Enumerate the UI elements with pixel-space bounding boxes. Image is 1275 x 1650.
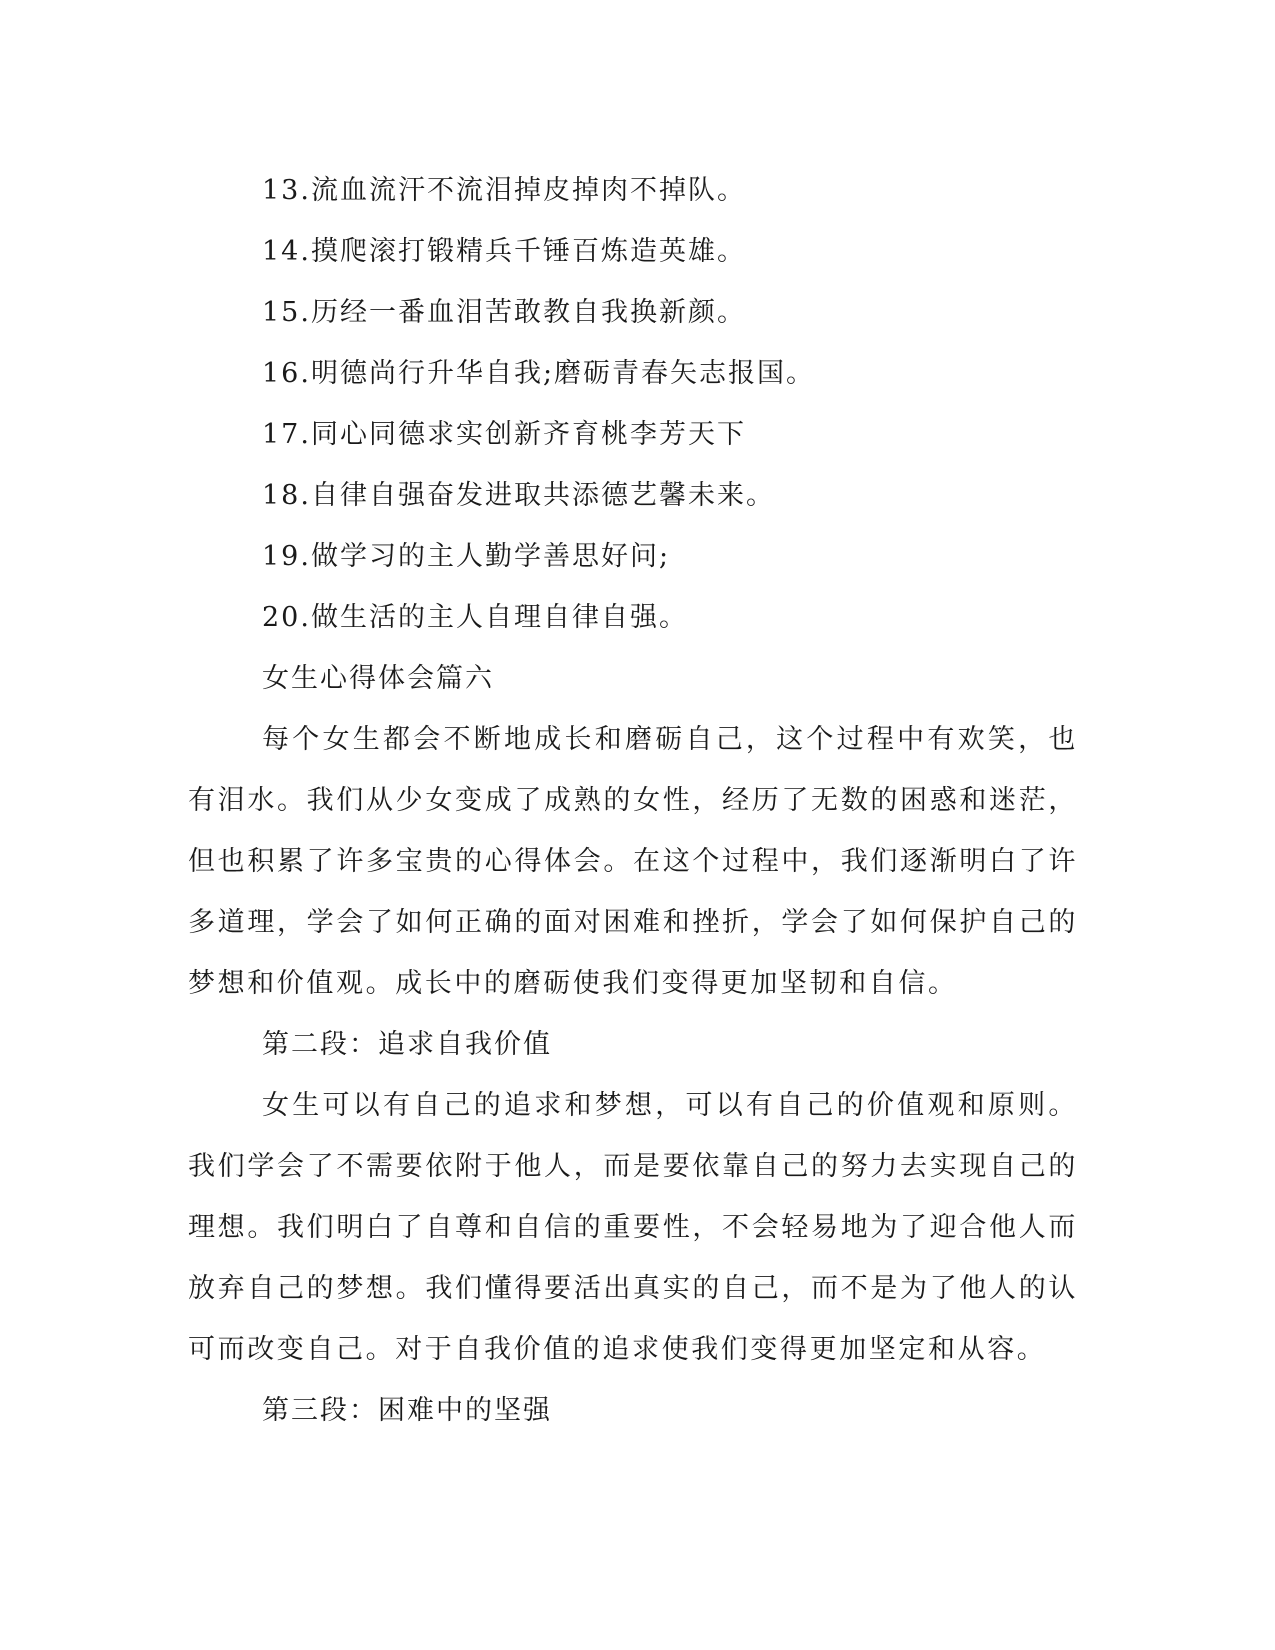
- paragraph-growth: 每个女生都会不断地成长和磨砺自己，这个过程中有欢笑，也有泪水。我们从少女变成了成熟的女性，经历了无数的困惑和迷茫，但也积累了许多宝贵的心得体会。在这个过程中，我们逐渐明白了许多道理，学会了如何正确的面对困难和挫折，学会了如何保护自己的梦想和价值观。成长中的磨砺使我们变得更加坚韧和自信。: [188, 724, 1078, 999]
- section-title: 女生心得体会篇六: [262, 663, 494, 694]
- list-item: 13.流血流汗不流泪掉皮掉肉不掉队。: [262, 175, 746, 206]
- document-body: [188, 160, 1078, 1441]
- heading-self-value: 第二段：追求自我价值: [262, 1029, 552, 1060]
- heading-strength: 第三段：困难中的坚强: [262, 1395, 552, 1426]
- list-item: 14.摸爬滚打锻精兵千锤百炼造英雄。: [262, 236, 746, 267]
- paragraph-self-value: 女生可以有自己的追求和梦想，可以有自己的价值观和原则。我们学会了不需要依附于他人，而是要依靠自己的努力去实现自己的理想。我们明白了自尊和自信的重要性，不会轻易地为了迎合他人而放弃自己的梦想。我们懂得要活出真实的自己，而不是为了他人的认可而改变自己。对于自我价值的追求使我们变得更加坚定和从容。: [188, 1090, 1078, 1365]
- list-item: 15.历经一番血泪苦敢教自我换新颜。: [262, 297, 746, 328]
- list-item: 16.明德尚行升华自我;磨砺青春矢志报国。: [262, 358, 816, 389]
- list-item: 17.同心同德求实创新齐育桃李芳天下: [262, 419, 746, 450]
- list-item: 18.自律自强奋发进取共添德艺馨未来。: [262, 480, 775, 511]
- list-item: 20.做生活的主人自理自律自强。: [262, 602, 688, 633]
- list-item: 19.做学习的主人勤学善思好问;: [262, 541, 671, 572]
